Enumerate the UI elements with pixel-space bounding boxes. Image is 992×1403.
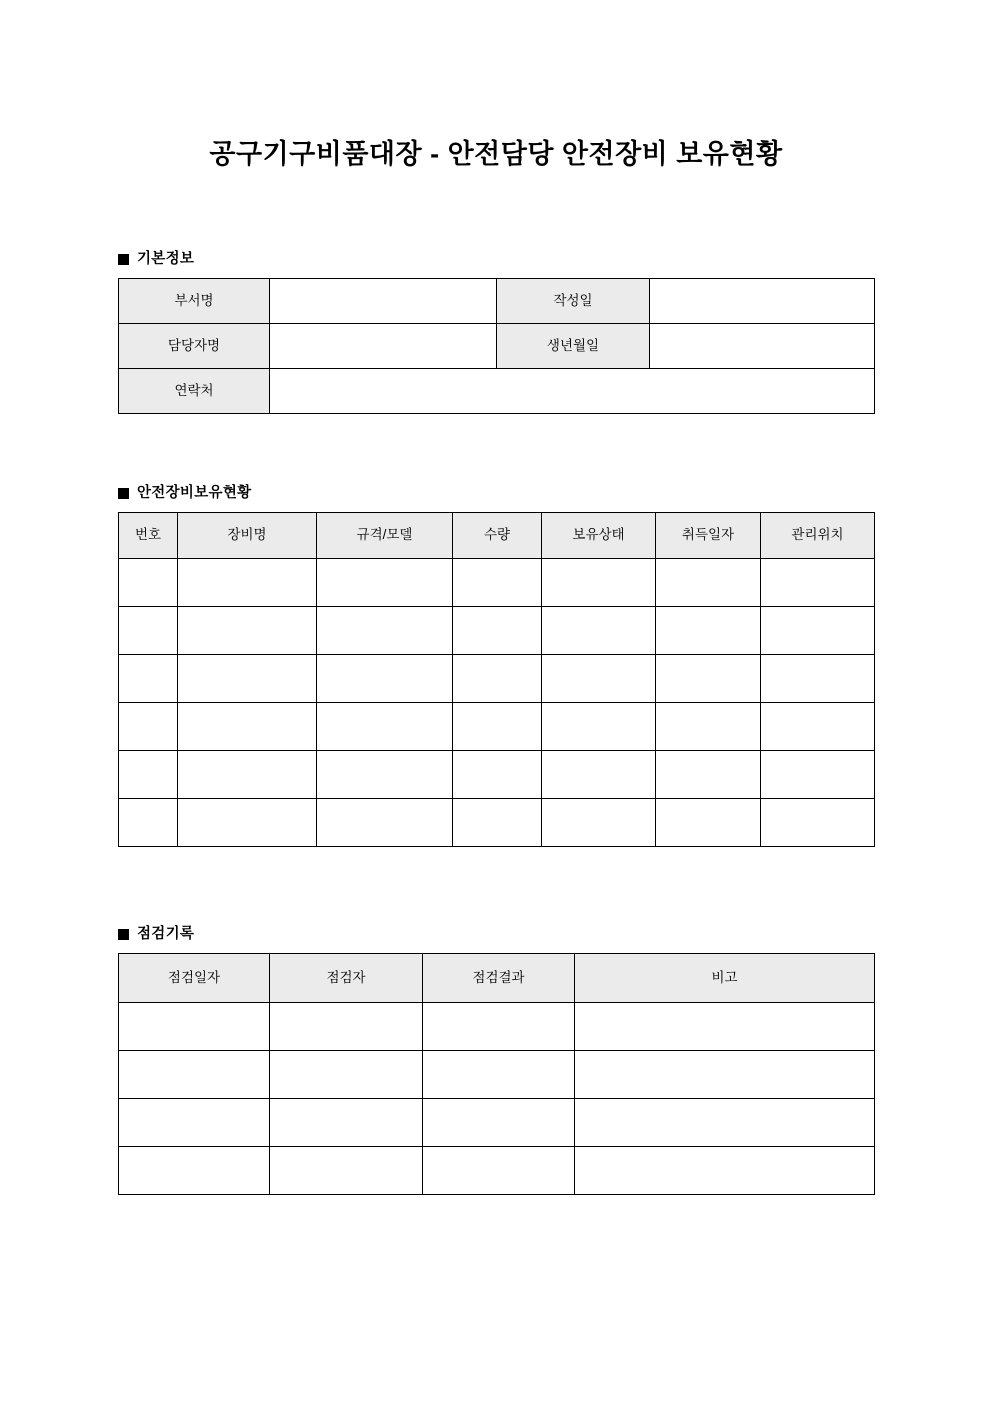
cell-quantity[interactable] [453, 751, 542, 799]
cell-inspection-date[interactable] [119, 1003, 270, 1051]
cell-management-location[interactable] [761, 751, 875, 799]
column-header-inspector: 점검자 [270, 954, 423, 1003]
table-row [119, 1099, 875, 1147]
cell-inspection-result[interactable] [423, 1051, 575, 1099]
cell-no[interactable] [119, 559, 178, 607]
cell-holding-status[interactable] [542, 607, 656, 655]
section-heading-equipment-status [118, 484, 874, 502]
cell-remarks[interactable] [575, 1099, 875, 1147]
column-header-management-location: 관리위치 [761, 513, 875, 559]
cell-holding-status[interactable] [542, 559, 656, 607]
section-basic-info [118, 250, 874, 414]
square-bullet-icon [118, 254, 129, 265]
table-row [119, 1147, 875, 1195]
cell-inspection-result[interactable] [423, 1003, 575, 1051]
cell-spec-model[interactable] [317, 607, 453, 655]
table-row [119, 279, 875, 324]
cell-spec-model[interactable] [317, 751, 453, 799]
cell-inspection-date[interactable] [119, 1099, 270, 1147]
section-heading-label: 안전장비보유현황 [137, 485, 252, 501]
cell-quantity[interactable] [453, 607, 542, 655]
square-bullet-icon [118, 929, 129, 940]
section-heading-inspection-record [118, 925, 874, 943]
cell-acquisition-date[interactable] [656, 607, 761, 655]
cell-management-location[interactable] [761, 559, 875, 607]
cell-management-location[interactable] [761, 799, 875, 847]
cell-holding-status[interactable] [542, 655, 656, 703]
cell-equipment-name[interactable] [178, 703, 317, 751]
cell-acquisition-date[interactable] [656, 799, 761, 847]
cell-acquisition-date[interactable] [656, 703, 761, 751]
cell-equipment-name[interactable] [178, 559, 317, 607]
cell-acquisition-date[interactable] [656, 655, 761, 703]
table-row [119, 369, 875, 414]
table-row [119, 799, 875, 847]
table-row [119, 607, 875, 655]
section-heading-basic-info [118, 250, 874, 268]
input-department[interactable] [270, 279, 497, 324]
cell-inspection-date[interactable] [119, 1147, 270, 1195]
table-row [119, 655, 875, 703]
cell-holding-status[interactable] [542, 703, 656, 751]
cell-remarks[interactable] [575, 1051, 875, 1099]
input-contact[interactable] [270, 369, 875, 414]
label-birth-date: 생년월일 [497, 324, 650, 369]
table-row [119, 1003, 875, 1051]
section-heading-label: 기본정보 [137, 251, 195, 267]
column-header-spec-model: 규격/모델 [317, 513, 453, 559]
cell-no[interactable] [119, 655, 178, 703]
cell-management-location[interactable] [761, 655, 875, 703]
cell-quantity[interactable] [453, 559, 542, 607]
cell-spec-model[interactable] [317, 703, 453, 751]
table-row [119, 751, 875, 799]
cell-no[interactable] [119, 799, 178, 847]
cell-inspection-result[interactable] [423, 1147, 575, 1195]
cell-equipment-name[interactable] [178, 799, 317, 847]
column-header-acquisition-date: 취득일자 [656, 513, 761, 559]
input-created-date[interactable] [650, 279, 875, 324]
cell-inspection-date[interactable] [119, 1051, 270, 1099]
column-header-no: 번호 [119, 513, 178, 559]
cell-remarks[interactable] [575, 1003, 875, 1051]
section-equipment-status [118, 484, 874, 847]
cell-spec-model[interactable] [317, 559, 453, 607]
label-created-date: 작성일 [497, 279, 650, 324]
cell-quantity[interactable] [453, 799, 542, 847]
input-birth-date[interactable] [650, 324, 875, 369]
cell-inspector[interactable] [270, 1051, 423, 1099]
basic-info-table [118, 278, 875, 414]
column-header-holding-status: 보유상태 [542, 513, 656, 559]
column-header-equipment-name: 장비명 [178, 513, 317, 559]
square-bullet-icon [118, 488, 129, 499]
cell-spec-model[interactable] [317, 655, 453, 703]
label-contact: 연락처 [119, 369, 270, 414]
document-title: 공구기구비품대장 - 안전담당 안전장비 보유현황 [209, 139, 783, 169]
table-row [119, 1051, 875, 1099]
cell-no[interactable] [119, 751, 178, 799]
cell-quantity[interactable] [453, 655, 542, 703]
cell-acquisition-date[interactable] [656, 751, 761, 799]
cell-holding-status[interactable] [542, 751, 656, 799]
cell-holding-status[interactable] [542, 799, 656, 847]
section-heading-label: 점검기록 [137, 926, 195, 942]
cell-inspector[interactable] [270, 1147, 423, 1195]
table-header-row [119, 954, 875, 1003]
cell-management-location[interactable] [761, 607, 875, 655]
cell-equipment-name[interactable] [178, 751, 317, 799]
column-header-quantity: 수량 [453, 513, 542, 559]
cell-spec-model[interactable] [317, 799, 453, 847]
column-header-inspection-result: 점검결과 [423, 954, 575, 1003]
column-header-remarks: 비고 [575, 954, 875, 1003]
label-department: 부서명 [119, 279, 270, 324]
cell-acquisition-date[interactable] [656, 559, 761, 607]
cell-no[interactable] [119, 607, 178, 655]
cell-inspector[interactable] [270, 1099, 423, 1147]
cell-remarks[interactable] [575, 1147, 875, 1195]
cell-quantity[interactable] [453, 703, 542, 751]
input-manager-name[interactable] [270, 324, 497, 369]
cell-inspection-result[interactable] [423, 1099, 575, 1147]
table-row [119, 559, 875, 607]
section-inspection-record [118, 925, 874, 1195]
table-header-row [119, 513, 875, 559]
table-row [119, 324, 875, 369]
cell-inspector[interactable] [270, 1003, 423, 1051]
equipment-status-table [118, 512, 875, 847]
table-row [119, 703, 875, 751]
cell-no[interactable] [119, 703, 178, 751]
inspection-record-table [118, 953, 875, 1195]
label-manager-name: 담당자명 [119, 324, 270, 369]
cell-equipment-name[interactable] [178, 655, 317, 703]
cell-equipment-name[interactable] [178, 607, 317, 655]
cell-management-location[interactable] [761, 703, 875, 751]
column-header-inspection-date: 점검일자 [119, 954, 270, 1003]
